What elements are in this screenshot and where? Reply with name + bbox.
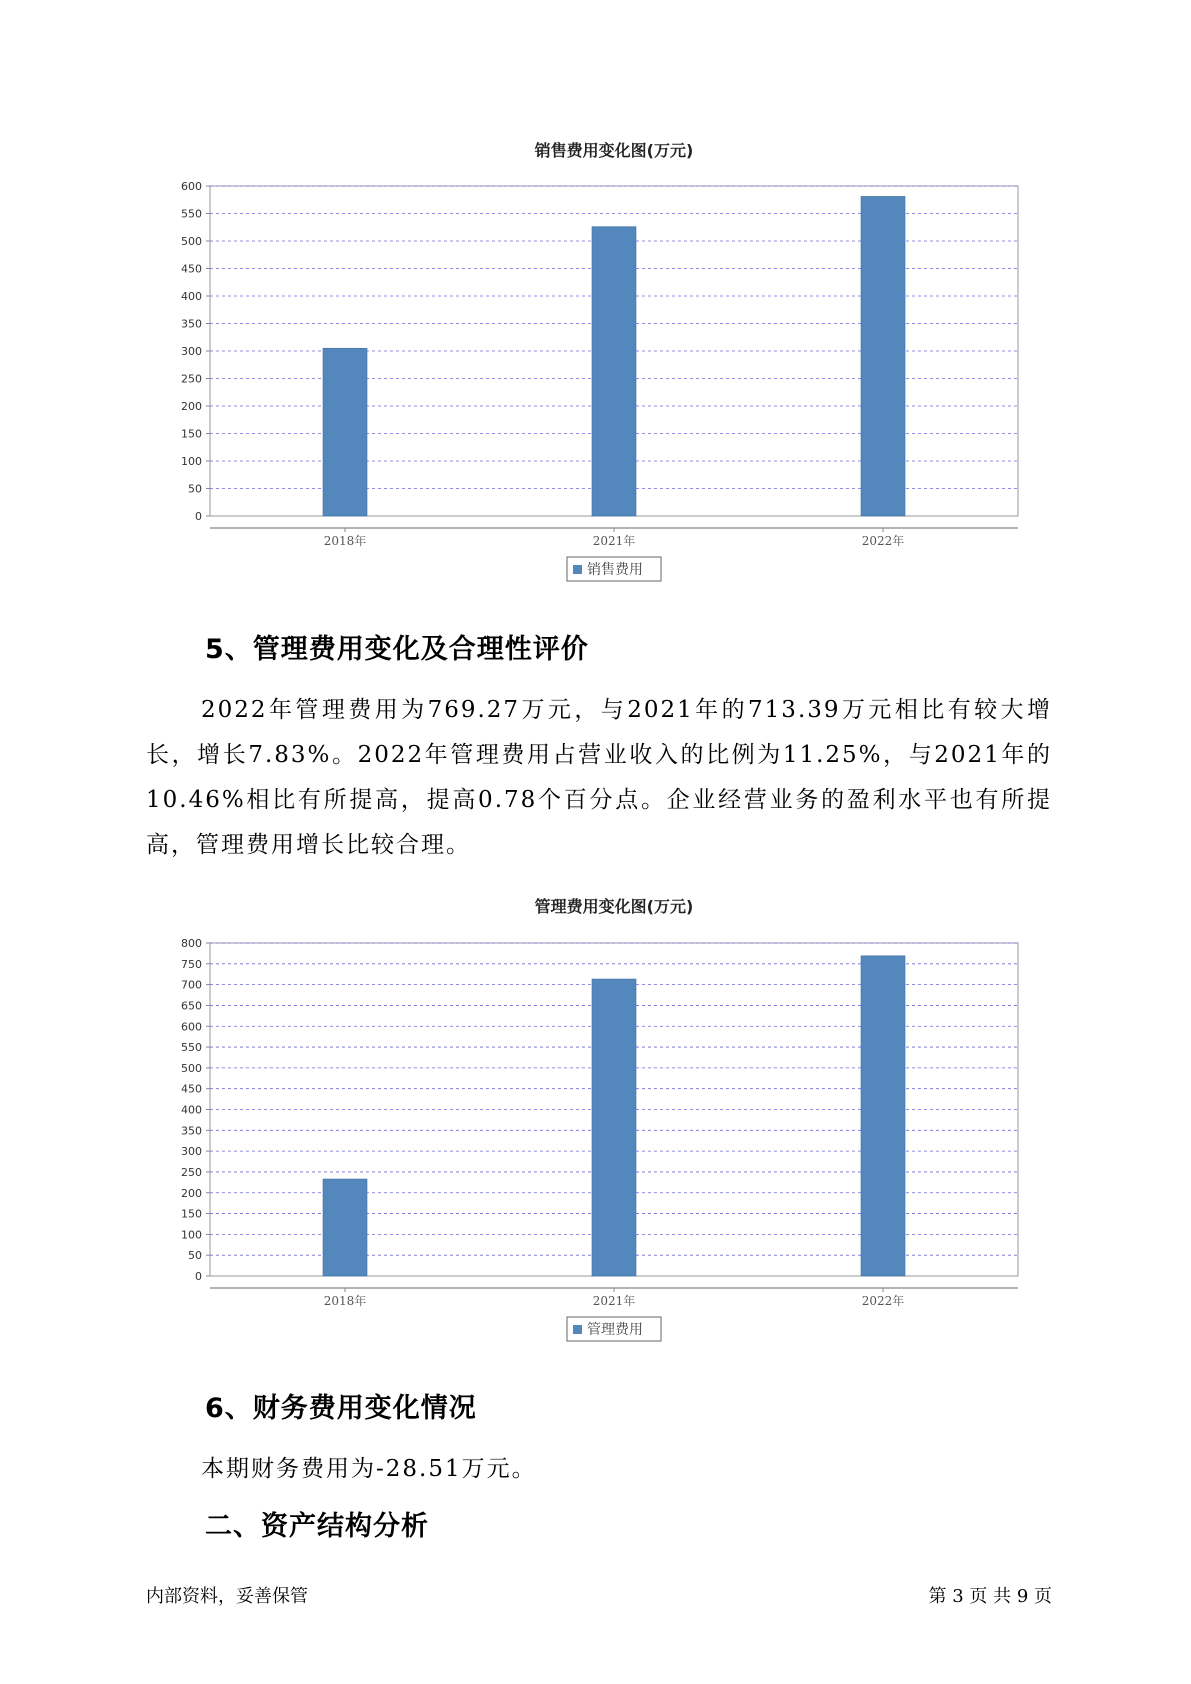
bar-2021年 <box>592 979 636 1276</box>
bar-2018年 <box>323 1179 367 1276</box>
x-category-label: 2021年 <box>592 1294 636 1308</box>
y-tick-label: 550 <box>181 207 202 221</box>
y-tick-label: 50 <box>188 1249 202 1263</box>
y-tick-label: 400 <box>181 290 202 303</box>
section-5-paragraph: 2022年管理费用为769.27万元，与2021年的713.39万元相比有较大增长，增长7.83%。2022年管理费用占营业收入的比例为11.25%，与2021年的10.46%相比有所提高，提高0.78个百分点。企业经营业务的盈利水平也有所提高，管理费用增长比较合理。 <box>146 697 1052 858</box>
footer-page-number: 第 3 页 共 9 页 <box>928 1586 1052 1607</box>
legend-label: 销售费用 <box>587 562 643 578</box>
y-tick-label: 350 <box>181 317 202 331</box>
y-tick-label: 200 <box>181 1186 202 1200</box>
y-tick-label: 700 <box>181 978 202 992</box>
chart-title: 销售费用变化图(万元) <box>534 141 694 160</box>
y-tick-label: 550 <box>181 1041 202 1055</box>
y-tick-label: 650 <box>181 999 202 1013</box>
x-category-label: 2021年 <box>592 534 636 548</box>
y-tick-label: 300 <box>181 1145 202 1159</box>
y-tick-label: 600 <box>181 180 202 193</box>
section-5-heading: 5、管理费用变化及合理性评价 <box>205 634 589 665</box>
x-category-label: 2018年 <box>323 534 367 548</box>
y-tick-label: 150 <box>181 427 202 441</box>
y-tick-label: 50 <box>188 482 202 496</box>
legend-label: 管理费用 <box>587 1322 643 1338</box>
y-tick-label: 100 <box>181 1228 202 1242</box>
footer-confidential-note: 内部资料，妥善保管 <box>146 1586 308 1607</box>
y-tick-label: 750 <box>181 957 202 971</box>
y-tick-label: 0 <box>195 510 202 523</box>
y-tick-label: 800 <box>181 937 202 950</box>
y-tick-label: 250 <box>181 1165 202 1179</box>
section-6-paragraph: 本期财务费用为-28.51万元。 <box>201 1456 537 1482</box>
y-tick-label: 200 <box>181 400 202 413</box>
y-tick-label: 350 <box>181 1124 202 1138</box>
y-tick-label: 300 <box>181 345 202 358</box>
bar-2022年 <box>861 956 905 1276</box>
legend-swatch <box>573 1325 582 1334</box>
y-tick-label: 0 <box>195 1270 202 1283</box>
x-category-label: 2018年 <box>323 1294 367 1308</box>
y-tick-label: 600 <box>181 1020 202 1034</box>
chart-title: 管理费用变化图(万元) <box>534 897 694 916</box>
y-tick-label: 250 <box>181 372 202 386</box>
y-tick-label: 450 <box>181 1082 202 1096</box>
y-tick-label: 150 <box>181 1207 202 1221</box>
x-category-label: 2022年 <box>861 534 905 548</box>
x-category-label: 2022年 <box>861 1294 905 1308</box>
y-tick-label: 400 <box>181 1103 202 1117</box>
section-6-heading: 6、财务费用变化情况 <box>205 1393 477 1424</box>
y-tick-label: 450 <box>181 262 202 276</box>
section-assets-heading: 二、资产结构分析 <box>205 1511 429 1542</box>
y-tick-label: 500 <box>181 1061 202 1075</box>
y-tick-label: 500 <box>181 235 202 248</box>
y-tick-label: 100 <box>181 455 202 468</box>
